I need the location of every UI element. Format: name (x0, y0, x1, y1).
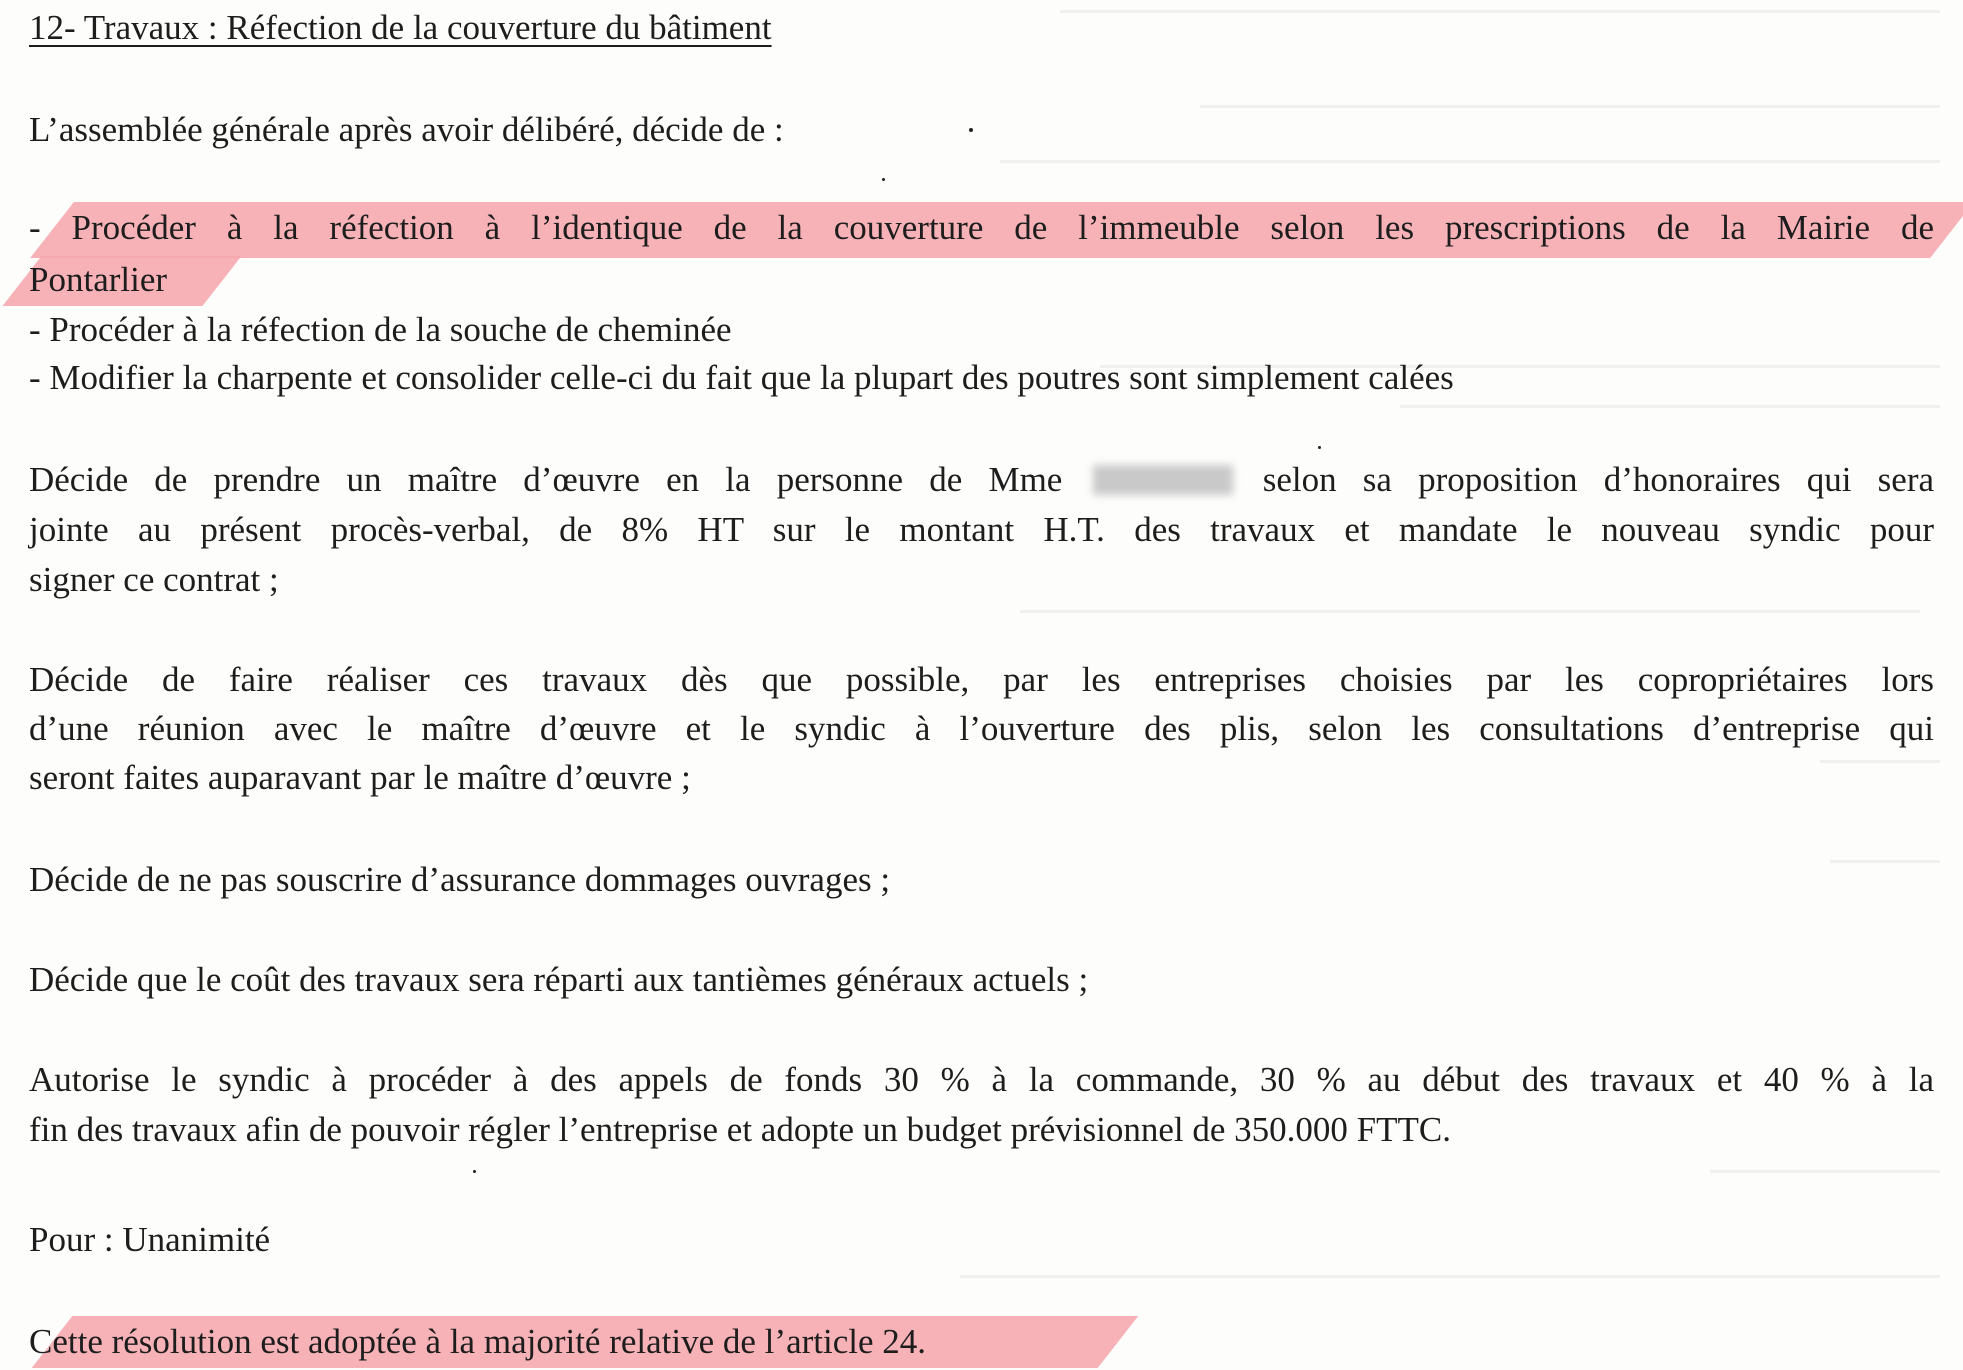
bullet1-line1: - Procéder à la réfection à l’identique de la couverture de l’immeuble selon les prescriptions de la Mairie de (29, 208, 1934, 247)
bullet1-line2: Pontarlier (29, 260, 168, 299)
scan-speck (882, 178, 885, 181)
works-line1: Décide de faire réaliser ces travaux dès que possible, par les entreprises choisies par les copropriétaires lors (29, 660, 1934, 699)
insurance-text: Décide de ne pas souscrire d’assurance dommages ouvrages ; (29, 860, 891, 899)
bullet2-text: - Procéder à la réfection de la souche de cheminée (29, 310, 732, 349)
scan-speck (473, 1170, 476, 1173)
moe-line1: Décide de prendre un maître d’œuvre en la personne de Mme selon sa proposition d’honoraires qui sera (29, 460, 1935, 499)
result-text: Cette résolution est adoptée à la majorité relative de l’article 24. (29, 1322, 926, 1361)
funds-line1: Autorise le syndic à procéder à des appels de fonds 30 % à la commande, 30 % au début des travaux et 40 % à la (29, 1060, 1934, 1099)
works-line2: d’une réunion avec le maître d’œuvre et le syndic à l’ouverture des plis, selon les consultations d’entreprise qui (29, 709, 1934, 748)
scan-speck (1318, 446, 1321, 449)
intro-text: L’assemblée générale après avoir délibéré, décide de : (29, 110, 784, 149)
resolution-heading: 12- Travaux : Réfection de la couverture du bâtiment (29, 8, 772, 47)
vote-text: Pour : Unanimité (29, 1220, 271, 1259)
redacted-name (1093, 465, 1233, 495)
moe-line3: signer ce contrat ; (29, 560, 279, 599)
moe-line2: jointe au présent procès-verbal, de 8% HT sur le montant H.T. des travaux et mandate le nouveau syndic pour (29, 510, 1934, 549)
bullet3-text: - Modifier la charpente et consolider celle-ci du fait que la plupart des poutres sont simplement calées (29, 358, 1454, 397)
cost-text: Décide que le coût des travaux sera réparti aux tantièmes généraux actuels ; (29, 960, 1089, 999)
scan-speck (969, 128, 973, 132)
funds-line2: fin des travaux afin de pouvoir régler l’entreprise et adopte un budget prévisionnel de 350.000 FTTC. (29, 1110, 1451, 1149)
works-line3: seront faites auparavant par le maître d’œuvre ; (29, 758, 691, 797)
